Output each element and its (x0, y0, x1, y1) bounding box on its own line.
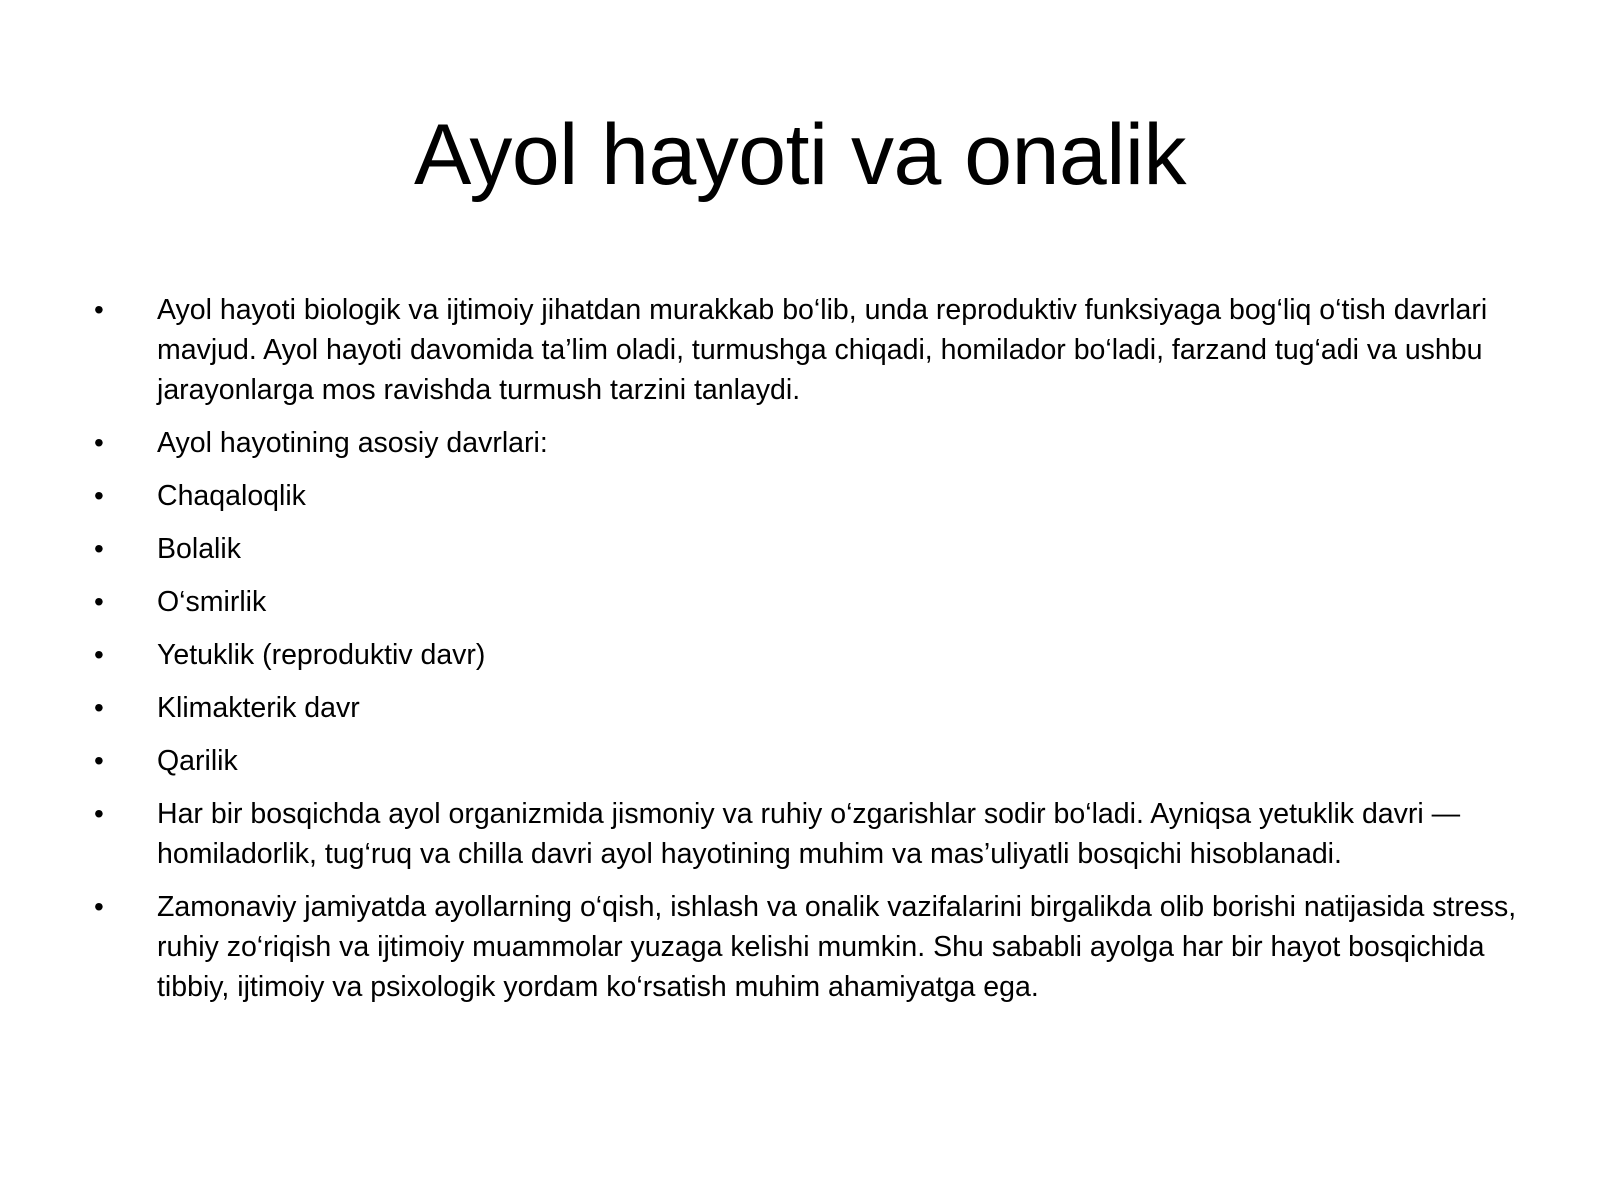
bullet-item (94, 290, 1524, 410)
bullet-item (94, 635, 1524, 675)
bullet-text: Ayol hayoti biologik va ijtimoiy jihatdan murakkab bo‘lib, unda reproduktiv funksiyaga bog‘liq o‘tish davrlari mavjud. Ayol hayoti davomida ta’lim oladi, turmushga chiqadi, homilador bo‘ladi, farzand tug‘adi va ushbu jarayonlarga mos ravishda turmush tarzini tanlaydi. (157, 294, 1488, 406)
bullet-text: Zamonaviy jamiyatda ayollarning o‘qish, ishlash va onalik vazifalarini birgalikda olib borishi natijasida stress, ruhiy zo‘riqish va ijtimoiy muammolar yuzaga kelishi mumkin. Shu sababli ayolga har bir hayot bosqichida tibbiy, ijtimoiy va psixologik yordam ko‘rsatish muhim ahamiyatga ega. (157, 891, 1517, 1003)
bullet-text: Yetuklik (reproduktiv davr) (157, 639, 486, 671)
bullet-dot-icon: • (94, 427, 104, 458)
bullet-item (94, 476, 1524, 516)
bullet-dot-icon: • (94, 639, 104, 670)
bullet-text: Har bir bosqichda ayol organizmida jismoniy va ruhiy o‘zgarishlar sodir bo‘ladi. Ayniqsa yetuklik davri — homiladorlik, tug‘ruq va chilla davri ayol hayotining muhim va mas’uliyatli bosqichi hisoblanadi. (157, 798, 1461, 870)
bullet-text: Ayol hayotining asosiy davrlari: (157, 427, 548, 459)
bullet-text: O‘smirlik (157, 586, 267, 618)
bullet-dot-icon: • (94, 692, 104, 723)
bullet-dot-icon: • (94, 798, 104, 829)
bullet-list (94, 290, 1524, 1020)
bullet-dot-icon: • (94, 745, 104, 776)
bullet-item (94, 741, 1524, 781)
bullet-dot-icon: • (94, 533, 104, 564)
bullet-text: Qarilik (157, 745, 238, 777)
bullet-text: Bolalik (157, 533, 241, 565)
slide-title: Ayol hayoti va onalik (414, 107, 1186, 203)
bullet-item (94, 423, 1524, 463)
bullet-dot-icon: • (94, 294, 104, 325)
bullet-item (94, 887, 1524, 1007)
bullet-text: Chaqaloqlik (157, 480, 306, 512)
bullet-dot-icon: • (94, 480, 104, 511)
bullet-text: Klimakterik davr (157, 692, 360, 724)
bullet-item (94, 688, 1524, 728)
bullet-item (94, 794, 1524, 874)
bullet-item (94, 529, 1524, 569)
bullet-dot-icon: • (94, 891, 104, 922)
bullet-item (94, 582, 1524, 622)
bullet-dot-icon: • (94, 586, 104, 617)
